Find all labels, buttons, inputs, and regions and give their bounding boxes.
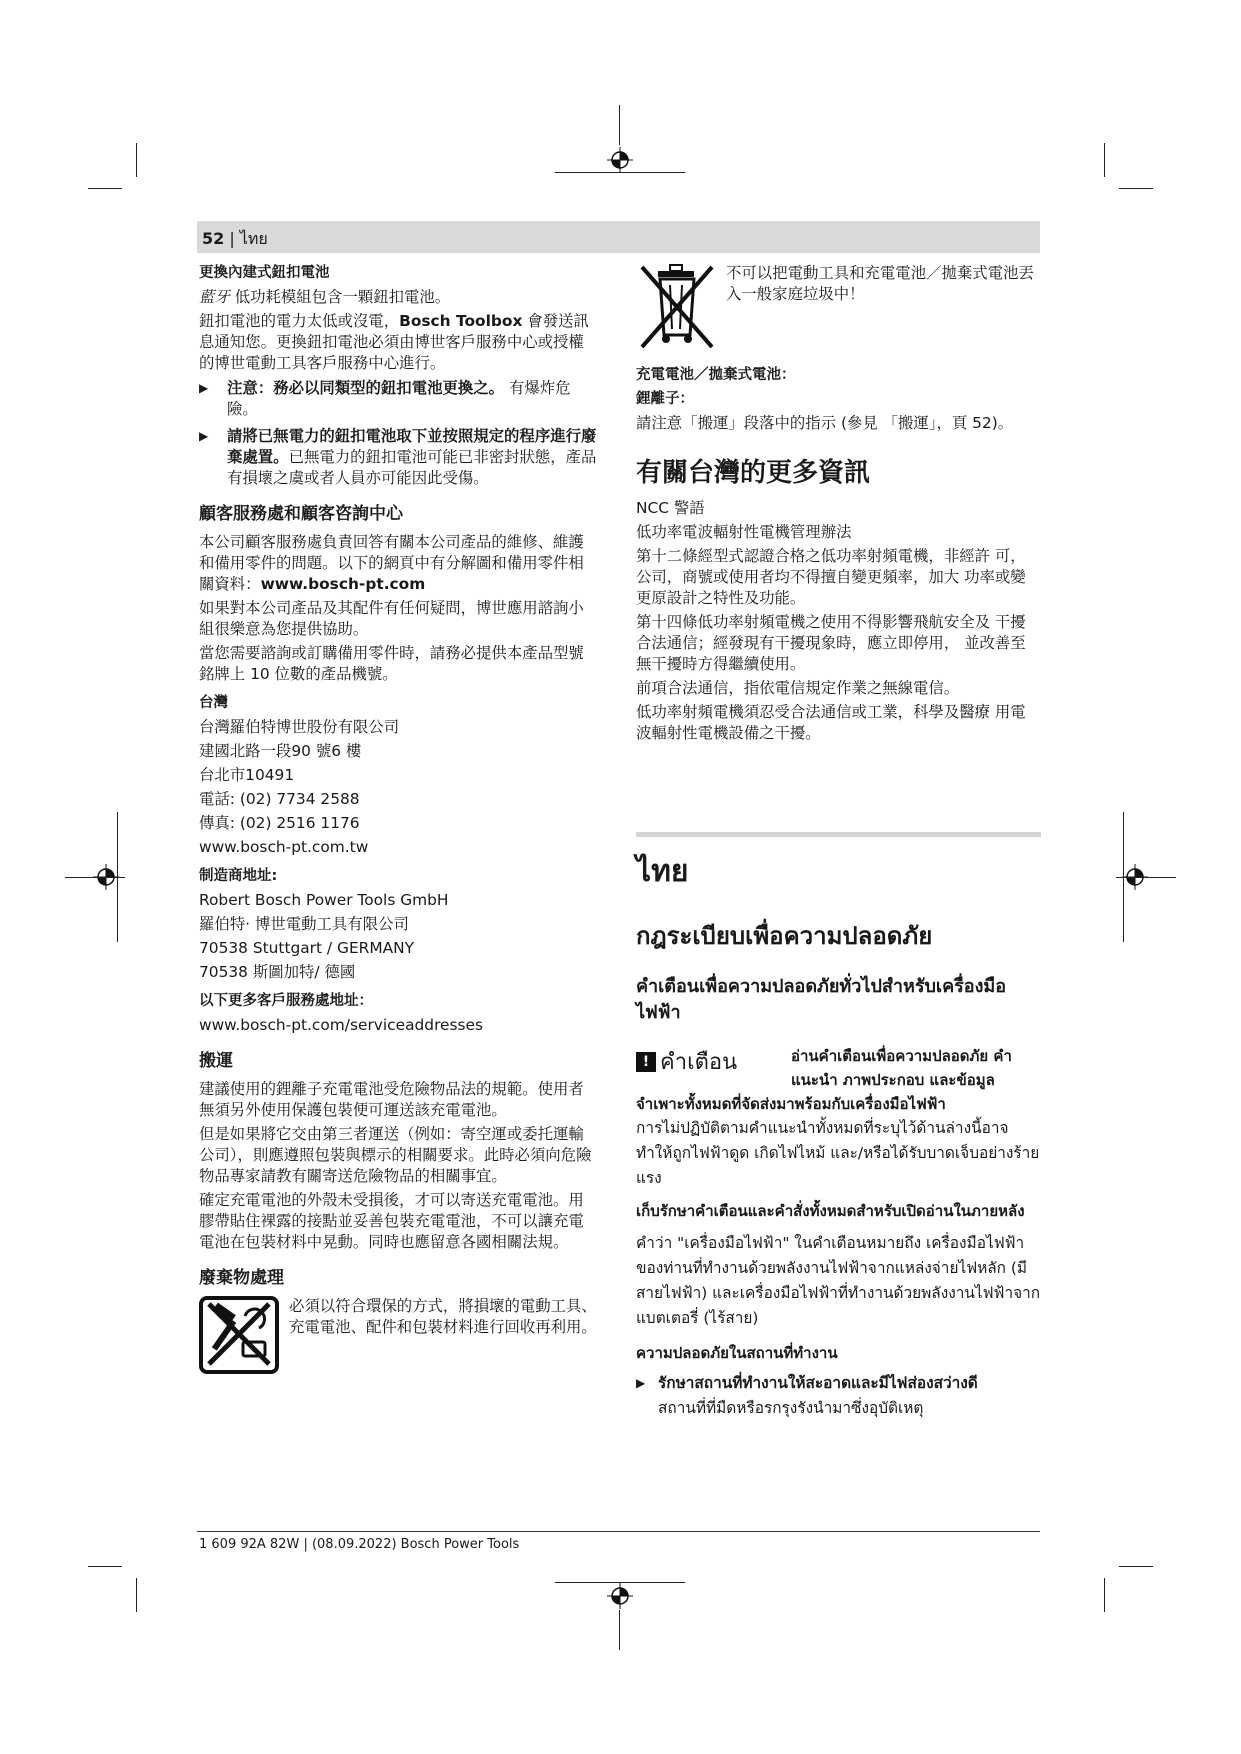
thai-keep-heading: เก็บรักษาคำเตือนและคำสั่งทั้งหมดสำหรับเปิดอ่านในภายหลัง [636,1202,1025,1220]
bin-warning-text: 不可以把電動工具和充電電池／拋棄式電池丟入一般家庭垃圾中！ [726,264,1034,303]
transport-heading: 搬運 [199,1051,233,1071]
manufacturer-heading: 制造商地址: [199,868,278,884]
crop-mark [555,1582,685,1583]
crop-mark [1119,1566,1153,1567]
crop-mark [1119,188,1153,189]
taiwan-line: 台北市10491 [199,766,295,784]
crop-mark [136,143,137,177]
taiwan-link[interactable]: www.bosch-pt.com.tw [199,838,369,856]
service-link[interactable]: www.bosch-pt.com [260,575,426,593]
warning-text: อ่านคำเตือนเพื่อความปลอดภัย คำแนะนำ ภาพประกอบ และข้อมูล [791,1047,1012,1089]
service-paragraph-3: 當您需要諮詢或訂購備用零件時，請務必提供本產品型號銘牌上 10 位數的產品機號。 [199,644,584,683]
ncc-paragraph: 前項合法通信，指依電信規定作業之無線電信。 [636,679,960,697]
crop-mark [117,812,118,942]
thai-paragraph: คำว่า "เครื่องมือไฟฟ้า" ในคำเตือนหมายถึง เครื่องมือไฟฟ้าของท่านที่ทำงานด้วยพลังงานไฟฟ้าจากแหล่งจ่ายไฟหลัก (มีสายไฟฟ้า) และเครื่องมือไฟฟ้าที่ทำงานด้วยพลังงานไฟฟ้าจากแบตเตอรี่ (ไร้สาย) [636,1234,1041,1327]
transport-paragraph-1: 建議使用的鋰離子充電電池受危險物品法的規範。使用者無須另外使用保護包裝便可運送該充電電池。 [199,1080,584,1119]
crop-mark [88,1566,122,1567]
thai-section [636,852,1041,1427]
thai-safety-heading: กฎระเบียบเพื่อความปลอดภัย [636,922,933,950]
battery-paragraph-2: 鈕扣電池的電力太低或沒電，Bosch Toolbox 會發送訊息通知您。更換鈕扣電池必須由博世客戶服務中心或授權的博世電動工具客戶服務中心進行。 [199,312,589,372]
registration-mark-icon [607,1583,633,1609]
page-footer: 1 609 92A 82W | (08.09.2022) Bosch Power Tools [199,1537,520,1552]
taiwan-heading: 台灣 [199,695,228,711]
crop-mark [88,188,122,189]
bullet-item: ▶ 注意：務必以同類型的鈕扣電池更換之。 有爆炸危險。 [199,379,571,418]
crop-mark [1104,1578,1105,1612]
ncc-paragraph: 低功率射頻電機須忍受合法通信或工業，科學及醫療 用電波輻射性電機設備之干擾。 [636,703,1026,742]
bullet-arrow-icon: ▶ [199,429,209,443]
warning-label: ! คำเตือน [636,1044,791,1079]
ncc-paragraph: 第十二條經型式認證合格之低功率射頻電機，非經許 可，公司，商號或使用者均不得擅自變更頻率，加大 功率或變更原設計之特性及功能。 [636,547,1026,607]
right-column [636,263,1041,747]
ncc-line: 低功率電波輻射性電機管理辦法 [636,523,852,541]
crop-mark [619,105,620,145]
bullet-arrow-icon: ▶ [199,381,209,395]
warning-icon: ! [636,1052,656,1072]
ncc-paragraph: 第十四條低功率射頻電機之使用不得影響飛航安全及 干擾合法通信；經發現有干擾現象時，應立即停用， 並改善至無干擾時方得繼續使用。 [636,613,1026,673]
service-paragraph-2: 如果對本公司產品及其配件有任何疑問，博世應用諮詢小組很樂意為您提供協助。 [199,599,584,638]
taiwan-line: 建國北路一段90 號6 樓 [199,742,362,760]
footer-rule [197,1531,1040,1532]
battery-paragraph-1: 藍牙 低功耗模組包含一顆鈕扣電池。 [199,288,451,306]
disposal-heading: 廢棄物處理 [199,1268,284,1288]
battery-types-heading: 充電電池／拋棄式電池： [636,367,796,383]
taiwan-line: 電話: (02) 7734 2588 [199,790,360,808]
taiwan-line: 台灣羅伯特博世股份有限公司 [199,718,400,736]
bullet-item: ▶ 請將已無電力的鈕扣電池取下並按照規定的程序進行廢棄處置。已無電力的鈕扣電池可能已非密封狀態，產品有損壞之虞或者人員亦可能因此受傷。 [199,427,597,487]
service-addresses-link[interactable]: www.bosch-pt.com/serviceaddresses [199,1016,484,1034]
crop-mark [1104,143,1105,177]
manufacturer-line: Robert Bosch Power Tools GmbH [199,891,449,909]
thai-work-heading: ความปลอดภัยในสถานที่ทำงาน [636,1344,838,1362]
thai-paragraph: การไม่ปฏิบัติตามคำแนะนำทั้งหมดที่ระบุไว้ด้านล่างนี้อาจทำให้ถูกไฟฟ้าดูด เกิดไฟไหม้ และ/หรือได้รับบาดเจ็บอย่างร้ายแรง [636,1119,1040,1187]
thai-general-heading: คำเตือนเพื่อความปลอดภัยทั่วไปสำหรับเครื่องมือไฟฟ้า [636,976,1007,1023]
header-section: ไทย [239,229,268,248]
bullet-item: ▶ รักษาสถานที่ทำงานให้สะอาดและมีไฟส่องสว่างดี สถานที่ที่มืดหรือรกรุงรังนำมาซึ่งอุบัติเหตุ [636,1371,1041,1421]
service-paragraph-1: 本公司顧客服務處負責回答有關本公司產品的維修、維護和備用零件的問題。以下的網頁中有分解圖和備用零件相關資料：www.bosch-pt.com [199,533,584,593]
thai-title: ไทย [636,854,689,889]
liion-text: 請注意「搬運」段落中的指示 (參見 「搬運」，頁 52)。 [636,414,1014,432]
crossed-bin-icon [636,263,718,351]
crop-mark [1116,877,1176,878]
disposal-row [199,1296,599,1374]
disposal-text: 必須以符合環保的方式，將損壞的電動工具、充電電池、配件和包裝材料進行回收再利用。 [289,1297,597,1336]
section-divider [636,832,1041,837]
warning-continuation: จำเพาะทั้งหมดที่จัดส่งมาพร้อมกับเครื่องมือไฟฟ้า [636,1095,946,1113]
registration-mark-icon [607,147,633,173]
recycle-tools-icon [199,1296,279,1374]
manufacturer-line: 70538 斯圖加特/ 德國 [199,963,356,981]
crop-mark [619,1610,620,1650]
crop-mark [136,1578,137,1612]
crop-mark [1123,812,1124,942]
warning-block [636,1044,1041,1092]
crop-mark [555,172,685,173]
page-header-bar [197,221,1040,253]
service-heading: 顧客服務處和顧客咨詢中心 [199,504,403,524]
more-addresses-heading: 以下更多客戶服務處地址： [199,993,373,1009]
bullet-arrow-icon: ▶ [636,1376,646,1390]
left-column [199,263,599,1382]
battery-heading: 更換內建式鈕扣電池 [199,265,330,281]
page-number: 52 [202,229,225,248]
crop-mark [65,877,125,878]
manufacturer-line: 70538 Stuttgart / GERMANY [199,939,415,957]
ncc-line: NCC 警語 [636,499,705,517]
taiwan-info-heading: 有關台灣的更多資訊 [636,458,871,488]
liion-heading: 鋰離子： [636,391,694,407]
page-header: 52 | ไทย [202,229,268,248]
bin-row [636,263,1041,351]
transport-paragraph-2: 但是如果將它交由第三者運送（例如：寄空運或委托運輸公司），則應遵照包裝與標示的相關要求。此時必須向危險物品專家請教有關寄送危險物品的相關事宜。 [199,1125,592,1185]
taiwan-line: 傳真: (02) 2516 1176 [199,814,360,832]
transport-paragraph-3: 確定充電電池的外殼未受損後，才可以寄送充電電池。用膠帶貼住裸露的接點並妥善包裝充電電池，不可以讓充電電池在包裝材料中晃動。同時也應留意各國相關法規。 [199,1191,584,1251]
manufacturer-line: 羅伯特· 博世電動工具有限公司 [199,915,409,933]
